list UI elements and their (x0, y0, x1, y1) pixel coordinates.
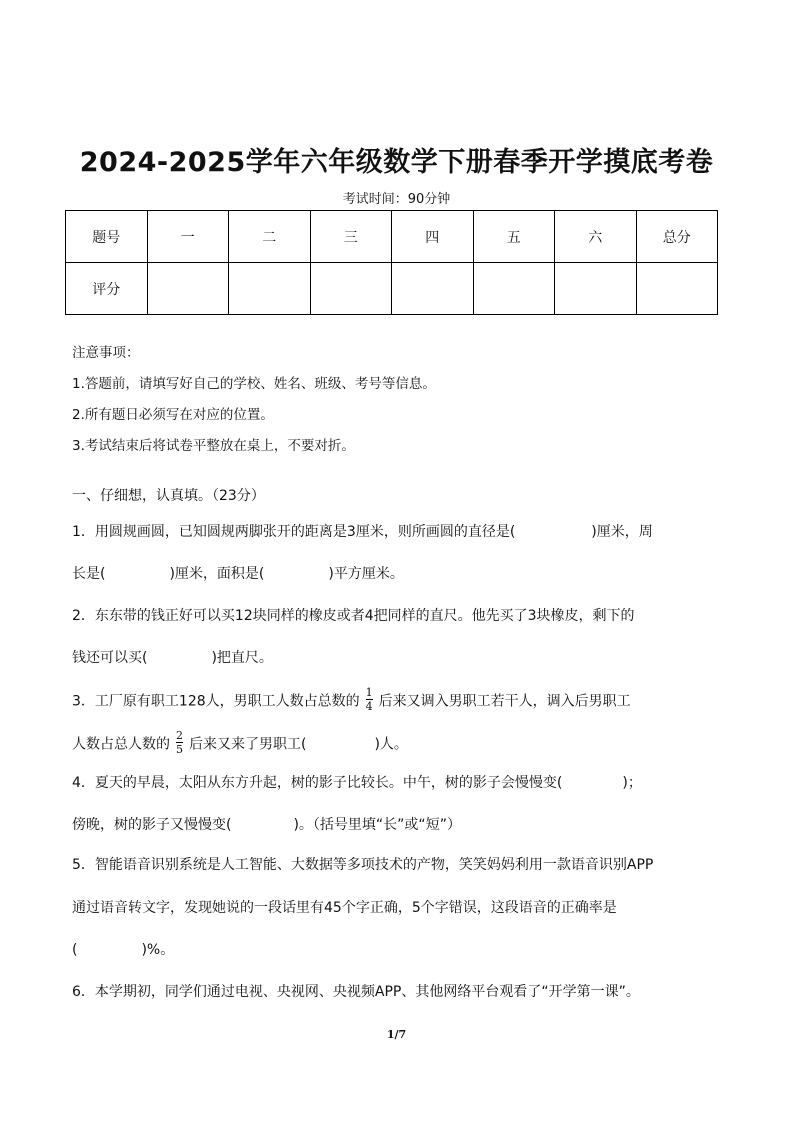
score-cell (473, 263, 555, 315)
score-header-cell: 二 (229, 211, 311, 263)
q2-text: )把直尺。 (211, 650, 273, 666)
q2-text: 钱还可以买( (72, 650, 148, 666)
score-cell (555, 263, 637, 315)
question-1-line-2 (72, 564, 404, 584)
q1-text: 长是( (72, 566, 106, 582)
q3-text: 人数占总人数的 (72, 736, 170, 753)
q3-text: 后来又来了男职工( (189, 736, 307, 753)
question-5-line-1: 5．智能语音识别系统是人工智能、大数据等多项技术的产物，笑笑妈妈利用一款语音识别APP (72, 857, 654, 873)
q4-text: 4．夏天的早晨，太阳从东方升起，树的影子比较长。中午，树的影子会慢慢变( (72, 775, 563, 791)
question-1-line-1 (72, 522, 653, 542)
score-header-cell: 四 (392, 211, 474, 263)
q5-text: )%。 (141, 942, 175, 958)
score-header-cell: 总分 (636, 211, 718, 263)
question-5-line-3 (72, 940, 174, 960)
question-5-line-2: 通过语音转文字，发现她说的一段话里有45个字正确，5个字错误，这段语音的正确率是 (72, 900, 617, 916)
question-2-line-2 (72, 648, 273, 668)
score-header-cell: 五 (473, 211, 555, 263)
exam-title: 2024-2025学年六年级数学下册春季开学摸底考卷 (79, 147, 714, 178)
q4-text: )； (622, 775, 642, 791)
score-row-label: 评分 (66, 263, 148, 315)
score-header-cell: 六 (555, 211, 637, 263)
q1-text: )厘米，面积是( (169, 566, 265, 582)
fraction-two-fifths: $\frac{2}{5}$ (176, 729, 183, 756)
score-header-cell: 一 (147, 211, 229, 263)
note-item: 2.所有题日必须写在对应的位置。 (72, 407, 274, 423)
q5-text: ( (72, 942, 78, 958)
q1-text: )平方厘米。 (328, 566, 404, 582)
score-table (65, 210, 718, 315)
score-header-cell: 三 (310, 211, 392, 263)
score-table-header-row (66, 211, 718, 263)
q1-text: )厘米，周 (591, 524, 653, 540)
exam-duration: 考试时间：90分钟 (342, 192, 451, 207)
score-table-score-row (66, 263, 718, 315)
score-cell (147, 263, 229, 315)
notes-block (72, 343, 436, 467)
q4-text: 傍晚，树的影子又慢慢变( (72, 817, 232, 833)
score-cell (310, 263, 392, 315)
score-cell (229, 263, 311, 315)
q4-text: )。（括号里填“长”或“短”） (293, 817, 461, 833)
question-4-line-2 (72, 815, 461, 835)
notes-heading: 注意事项： (72, 345, 140, 361)
note-item: 1.答题前，请填写好自己的学校、姓名、班级、考号等信息。 (72, 376, 436, 392)
question-2-line-1: 2．东东带的钱正好可以买12块同样的橡皮或者4把同样的直尺。他先买了3块橡皮，剩下的 (72, 608, 635, 624)
question-3-line-2 (72, 729, 408, 757)
question-6-line-1: 6．本学期初，同学们通过电视、央视网、央视频APP、其他网络平台观看了“开学第一课”。 (72, 984, 640, 1000)
score-cell (636, 263, 718, 315)
fraction-one-quarter: $\frac{1}{4}$ (365, 686, 373, 713)
q1-text: 1．用圆规画圆，已知圆规两脚张开的距离是3厘米，则所画圆的直径是( (72, 524, 516, 540)
note-item: 3.考试结束后将试卷平整放在桌上，不要对折。 (72, 438, 355, 454)
q3-text: 后来又调入男职工若干人，调入后男职工 (378, 693, 631, 710)
q3-text: )人。 (374, 736, 408, 753)
question-4-line-1 (72, 773, 642, 793)
score-header-cell: 题号 (66, 211, 148, 263)
q3-text: 3．工厂原有职工128人，男职工人数占总数的 (72, 693, 360, 710)
page-number: 1/7 (386, 1028, 407, 1041)
question-3-line-1 (72, 686, 631, 714)
score-cell (392, 263, 474, 315)
section-heading: 一、仔细想，认真填。（23分） (72, 488, 265, 504)
